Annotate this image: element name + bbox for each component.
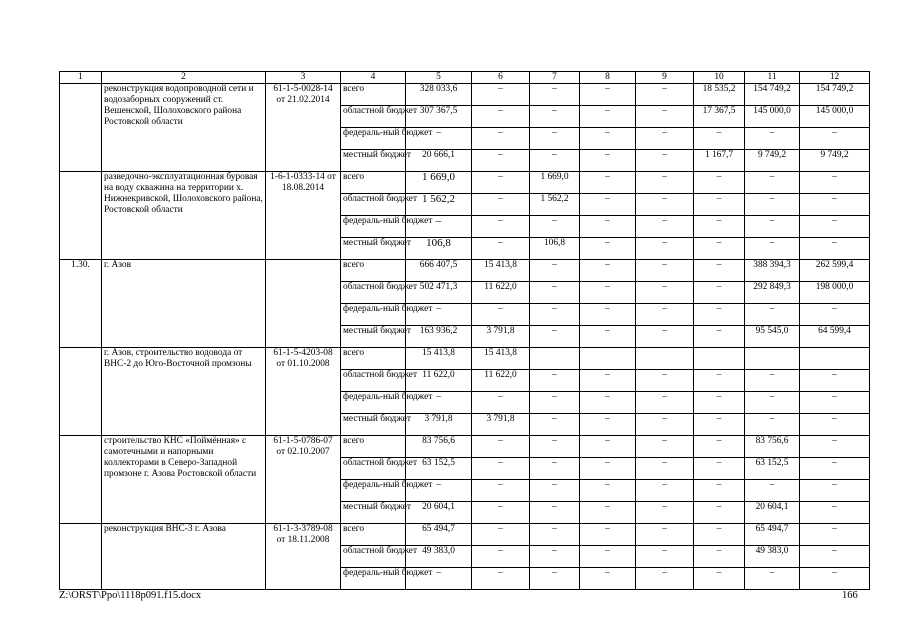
value-cell: – (745, 128, 800, 150)
value-cell: 65 494,7 (745, 524, 800, 546)
value-cell: – (745, 194, 800, 216)
value-cell: – (636, 524, 694, 546)
value-cell: – (530, 480, 580, 502)
value-cell: – (472, 546, 530, 568)
value-cell: – (800, 436, 870, 458)
value-cell: – (530, 304, 580, 326)
value-cell: 154 749,2 (745, 84, 800, 106)
value-cell: 65 494,7 (406, 524, 472, 546)
value-cell: – (580, 370, 636, 392)
value-cell: – (800, 568, 870, 590)
value-cell: – (636, 502, 694, 524)
table-row (60, 260, 870, 282)
value-cell: – (800, 128, 870, 150)
column-header: 11 (745, 72, 800, 84)
table-row (60, 436, 870, 458)
finance-source: федераль-ный бюджет (341, 216, 406, 238)
value-cell: – (800, 524, 870, 546)
finance-source: федераль-ный бюджет (341, 480, 406, 502)
value-cell: – (580, 436, 636, 458)
finance-source: местный бюджет (341, 502, 406, 524)
finance-source: федераль-ный бюджет (341, 304, 406, 326)
item-number: 1.30. (60, 260, 102, 348)
value-cell: – (800, 502, 870, 524)
object-name: г. Азов, строительство водовода от ВНС-2 до Юго-Восточной промзоны (102, 348, 266, 436)
value-cell (694, 348, 745, 370)
value-cell: – (745, 216, 800, 238)
value-cell: 328 033,6 (406, 84, 472, 106)
value-cell: – (472, 84, 530, 106)
value-cell: – (694, 370, 745, 392)
item-number (60, 172, 102, 260)
item-number (60, 524, 102, 590)
value-cell: 64 599,4 (800, 326, 870, 348)
value-cell: – (580, 304, 636, 326)
column-header: 10 (694, 72, 745, 84)
value-cell (580, 348, 636, 370)
value-cell: – (636, 172, 694, 194)
value-cell: 106,8 (530, 238, 580, 260)
value-cell: 17 367,5 (694, 106, 745, 128)
value-cell: – (530, 568, 580, 590)
value-cell: – (800, 480, 870, 502)
value-cell: – (406, 480, 472, 502)
value-cell: 49 383,0 (745, 546, 800, 568)
value-cell: 666 407,5 (406, 260, 472, 282)
value-cell: – (472, 568, 530, 590)
object-name: разведочно-эксплуатационная буровая на воду скважина на территории х. Нижнекривской, Шолоховского района, Ростовской области (102, 172, 266, 260)
value-cell: – (530, 502, 580, 524)
value-cell: – (406, 216, 472, 238)
column-header: 12 (800, 72, 870, 84)
value-cell: 83 756,6 (406, 436, 472, 458)
value-cell: – (636, 282, 694, 304)
value-cell: 307 367,5 (406, 106, 472, 128)
value-cell: 20 604,1 (406, 502, 472, 524)
value-cell: 502 471,3 (406, 282, 472, 304)
value-cell: 15 413,8 (472, 348, 530, 370)
value-cell: 145 000,0 (800, 106, 870, 128)
value-cell: 1 562,2 (406, 194, 472, 216)
value-cell (745, 348, 800, 370)
value-cell: – (800, 392, 870, 414)
finance-source: областной бюджет (341, 546, 406, 568)
value-cell: – (636, 436, 694, 458)
table-row (60, 172, 870, 194)
value-cell: – (694, 436, 745, 458)
value-cell: 83 756,6 (745, 436, 800, 458)
value-cell (800, 348, 870, 370)
column-header: 8 (580, 72, 636, 84)
value-cell: – (580, 150, 636, 172)
value-cell: – (694, 304, 745, 326)
value-cell: 9 749,2 (745, 150, 800, 172)
value-cell: 106,8 (406, 238, 472, 260)
value-cell: – (694, 216, 745, 238)
value-cell: – (472, 392, 530, 414)
value-cell: – (694, 414, 745, 436)
value-cell: – (745, 480, 800, 502)
value-cell: – (580, 84, 636, 106)
value-cell: – (580, 106, 636, 128)
object-code: 1-6-1-0333-14 от 18.08.2014 (266, 172, 341, 260)
finance-source: местный бюджет (341, 238, 406, 260)
value-cell: – (580, 458, 636, 480)
value-cell: 11 622,0 (472, 370, 530, 392)
value-cell: – (636, 480, 694, 502)
value-cell: – (745, 568, 800, 590)
value-cell: – (580, 260, 636, 282)
item-number (60, 436, 102, 524)
value-cell: – (472, 106, 530, 128)
value-cell: – (580, 128, 636, 150)
value-cell: 1 669,0 (530, 172, 580, 194)
value-cell: – (636, 84, 694, 106)
value-cell: 388 394,3 (745, 260, 800, 282)
value-cell: – (745, 414, 800, 436)
object-code: 61-1-3-3789-08 от 18.11.2008 (266, 524, 341, 590)
value-cell: 15 413,8 (472, 260, 530, 282)
value-cell: – (636, 414, 694, 436)
object-name: реконструкция ВНС-3 г. Азова (102, 524, 266, 590)
value-cell: – (800, 458, 870, 480)
value-cell: – (800, 238, 870, 260)
value-cell: – (636, 216, 694, 238)
value-cell: 63 152,5 (406, 458, 472, 480)
value-cell: – (745, 370, 800, 392)
value-cell: 198 000,0 (800, 282, 870, 304)
value-cell: – (745, 172, 800, 194)
value-cell: – (800, 216, 870, 238)
value-cell: – (800, 194, 870, 216)
finance-source: федераль-ный бюджет (341, 128, 406, 150)
finance-source: областной бюджет (341, 194, 406, 216)
column-header: 9 (636, 72, 694, 84)
column-header: 6 (472, 72, 530, 84)
value-cell: – (472, 238, 530, 260)
value-cell: – (636, 150, 694, 172)
value-cell: – (580, 414, 636, 436)
table-row (60, 84, 870, 106)
value-cell: – (472, 436, 530, 458)
value-cell: 163 936,2 (406, 326, 472, 348)
value-cell: – (694, 458, 745, 480)
value-cell: – (580, 392, 636, 414)
value-cell: – (580, 238, 636, 260)
value-cell (636, 348, 694, 370)
value-cell: – (800, 172, 870, 194)
value-cell: 11 622,0 (472, 282, 530, 304)
object-name: г. Азов (102, 260, 266, 348)
finance-source: всего (341, 172, 406, 194)
value-cell: – (636, 304, 694, 326)
column-header: 2 (102, 72, 266, 84)
value-cell: – (636, 458, 694, 480)
item-number (60, 348, 102, 436)
value-cell: – (636, 238, 694, 260)
value-cell: – (694, 502, 745, 524)
value-cell: – (580, 546, 636, 568)
value-cell: – (472, 502, 530, 524)
column-header: 4 (341, 72, 406, 84)
value-cell: – (694, 480, 745, 502)
value-cell: – (472, 458, 530, 480)
finance-source: федераль-ный бюджет (341, 568, 406, 590)
value-cell: – (745, 238, 800, 260)
value-cell: – (530, 260, 580, 282)
value-cell: 20 666,1 (406, 150, 472, 172)
value-cell: – (406, 392, 472, 414)
value-cell: – (694, 568, 745, 590)
value-cell: – (406, 128, 472, 150)
value-cell: 1 669,0 (406, 172, 472, 194)
value-cell: 145 000,0 (745, 106, 800, 128)
value-cell: – (694, 128, 745, 150)
value-cell: – (636, 106, 694, 128)
value-cell: 11 622,0 (406, 370, 472, 392)
value-cell: – (745, 392, 800, 414)
object-code: 61-1-5-0028-14 от 21.02.2014 (266, 84, 341, 172)
object-code: 61-1-5-0786-07 от 02.10.2007 (266, 436, 341, 524)
value-cell: – (472, 150, 530, 172)
value-cell: – (472, 480, 530, 502)
finance-source: областной бюджет (341, 282, 406, 304)
value-cell: – (636, 128, 694, 150)
value-cell: – (694, 172, 745, 194)
table-row (60, 524, 870, 546)
value-cell: 292 849,3 (745, 282, 800, 304)
value-cell: – (530, 282, 580, 304)
value-cell: 1 167,7 (694, 150, 745, 172)
table-row (60, 348, 870, 370)
finance-source: местный бюджет (341, 414, 406, 436)
value-cell: – (800, 414, 870, 436)
value-cell: – (694, 238, 745, 260)
column-header: 5 (406, 72, 472, 84)
value-cell: – (694, 524, 745, 546)
value-cell: – (694, 546, 745, 568)
value-cell: – (636, 194, 694, 216)
value-cell: 49 383,0 (406, 546, 472, 568)
object-name: строительство КНС «Поймённая» с самотечными и напорными коллекторами в Северо-Западной промзоне г. Азова Ростовской области (102, 436, 266, 524)
value-cell: – (406, 568, 472, 590)
column-header: 3 (266, 72, 341, 84)
financing-table (59, 71, 870, 590)
value-cell: – (800, 546, 870, 568)
finance-source: всего (341, 260, 406, 282)
value-cell: – (472, 216, 530, 238)
value-cell: – (406, 304, 472, 326)
value-cell: – (636, 326, 694, 348)
value-cell: – (580, 568, 636, 590)
value-cell: – (800, 304, 870, 326)
value-cell: – (694, 194, 745, 216)
page-number: 166 (842, 590, 858, 601)
value-cell: – (694, 392, 745, 414)
value-cell (530, 348, 580, 370)
value-cell: – (636, 546, 694, 568)
value-cell: – (636, 392, 694, 414)
value-cell: – (636, 568, 694, 590)
object-name: реконструкция водопроводной сети и водозаборных сооружений ст. Вешенской, Шолоховского района Ростовской области (102, 84, 266, 172)
value-cell: – (530, 106, 580, 128)
finance-source: всего (341, 84, 406, 106)
value-cell: – (694, 260, 745, 282)
value-cell: – (580, 194, 636, 216)
object-code: 61-1-5-4203-08 от 01.10.2008 (266, 348, 341, 436)
column-header-row (60, 72, 870, 84)
column-header: 1 (60, 72, 102, 84)
value-cell: – (580, 326, 636, 348)
value-cell: – (530, 414, 580, 436)
value-cell: – (530, 150, 580, 172)
value-cell: – (530, 458, 580, 480)
value-cell: 3 791,8 (406, 414, 472, 436)
finance-source: всего (341, 436, 406, 458)
value-cell: 262 599,4 (800, 260, 870, 282)
value-cell: – (472, 524, 530, 546)
value-cell: – (636, 370, 694, 392)
value-cell: 95 545,0 (745, 326, 800, 348)
footer-path: Z:\ORST\Ppo\1118p091.f15.docx (59, 590, 202, 601)
item-number (60, 84, 102, 172)
value-cell: – (472, 172, 530, 194)
value-cell: – (472, 304, 530, 326)
value-cell: 15 413,8 (406, 348, 472, 370)
finance-source: областной бюджет (341, 370, 406, 392)
value-cell: 3 791,8 (472, 414, 530, 436)
finance-source: областной бюджет (341, 106, 406, 128)
value-cell: 3 791,8 (472, 326, 530, 348)
value-cell: – (636, 260, 694, 282)
value-cell: – (530, 546, 580, 568)
value-cell: – (694, 326, 745, 348)
column-header: 7 (530, 72, 580, 84)
value-cell: – (580, 172, 636, 194)
value-cell: – (530, 128, 580, 150)
finance-source: федераль-ный бюджет (341, 392, 406, 414)
finance-source: всего (341, 348, 406, 370)
object-code (266, 260, 341, 348)
value-cell: – (580, 480, 636, 502)
finance-source: всего (341, 524, 406, 546)
value-cell: – (800, 370, 870, 392)
value-cell: – (580, 282, 636, 304)
value-cell: 154 749,2 (800, 84, 870, 106)
value-cell: – (580, 216, 636, 238)
value-cell: 1 562,2 (530, 194, 580, 216)
value-cell: – (580, 502, 636, 524)
value-cell: – (580, 524, 636, 546)
value-cell: – (530, 392, 580, 414)
value-cell: 20 604,1 (745, 502, 800, 524)
value-cell: – (530, 84, 580, 106)
value-cell: 18 535,2 (694, 84, 745, 106)
value-cell: 63 152,5 (745, 458, 800, 480)
value-cell: – (694, 282, 745, 304)
value-cell: – (745, 304, 800, 326)
value-cell: – (530, 370, 580, 392)
value-cell: – (530, 326, 580, 348)
finance-source: местный бюджет (341, 326, 406, 348)
finance-source: областной бюджет (341, 458, 406, 480)
value-cell: – (472, 194, 530, 216)
value-cell: – (472, 128, 530, 150)
value-cell: – (530, 216, 580, 238)
value-cell: – (530, 436, 580, 458)
finance-source: местный бюджет (341, 150, 406, 172)
value-cell: 9 749,2 (800, 150, 870, 172)
value-cell: – (530, 524, 580, 546)
